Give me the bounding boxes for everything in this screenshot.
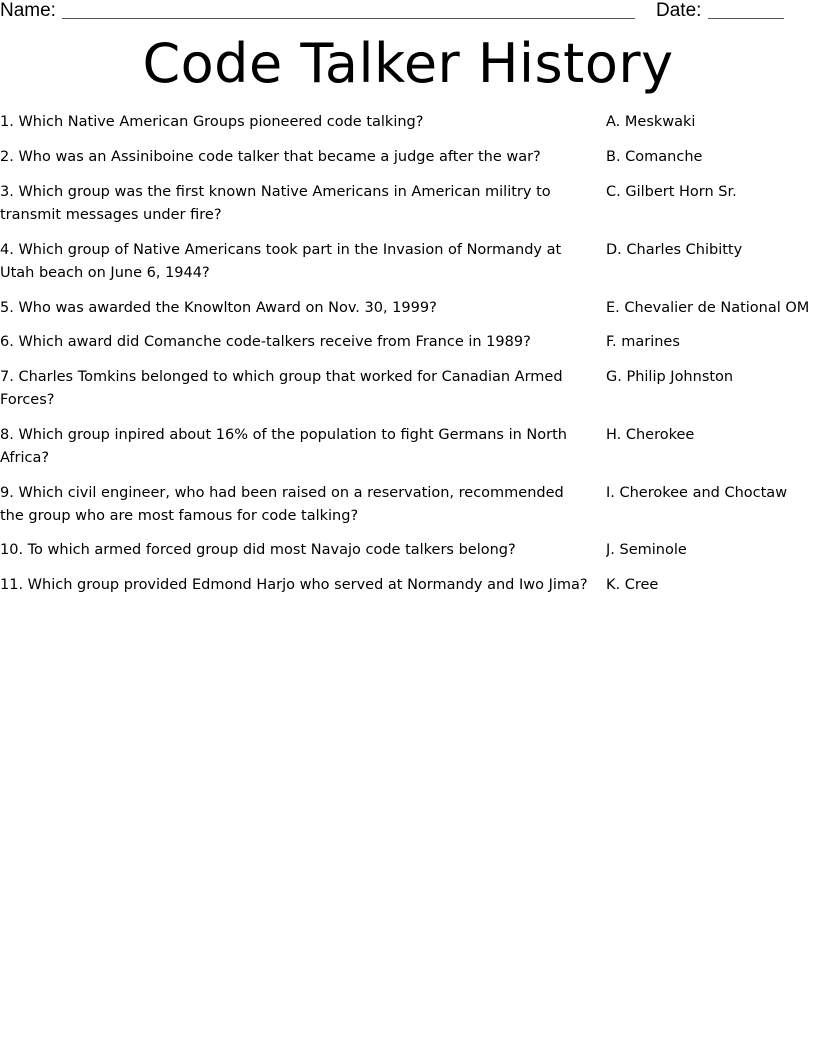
answer-h: H. Cherokee	[606, 427, 695, 443]
question-4: 4. Which group of Native Americans took part in the Invasion of Normandy at Utah beach on June 6, 1944?	[0, 242, 562, 281]
question-9: 9. Which civil engineer, who had been raised on a reservation, recommended the group who are most famous for code talking?	[0, 485, 564, 524]
question-10: 10. To which armed forced group did most Navajo code talkers belong?	[0, 542, 516, 558]
answer-a: A. Meskwaki	[606, 114, 696, 130]
answer-g: G. Philip Johnston	[606, 369, 734, 385]
question-2: 2. Who was an Assiniboine code talker that became a judge after the war?	[0, 149, 541, 165]
date-label: Date:	[656, 0, 702, 21]
question-6: 6. Which award did Comanche code-talkers receive from France in 1989?	[0, 334, 531, 350]
answer-f: F. marines	[606, 334, 680, 350]
answer-e: E. Chevalier de National OM	[606, 300, 810, 316]
question-3: 3. Which group was the first known Native Americans in American militry to transmit messages under fire?	[0, 184, 551, 223]
question-11: 11. Which group provided Edmond Harjo who served at Normandy and Iwo Jima?	[0, 577, 588, 593]
answer-b: B. Comanche	[606, 149, 703, 165]
answer-i: I. Cherokee and Choctaw	[606, 485, 788, 501]
name-blank-line	[62, 18, 635, 19]
page-title: Code Talker History	[142, 32, 674, 95]
answer-c: C. Gilbert Horn Sr.	[606, 184, 737, 200]
question-5: 5. Who was awarded the Knowlton Award on Nov. 30, 1999?	[0, 300, 437, 316]
answer-d: D. Charles Chibitty	[606, 242, 743, 258]
answer-k: K. Cree	[606, 577, 659, 593]
question-7: 7. Charles Tomkins belonged to which group that worked for Canadian Armed Forces?	[0, 369, 563, 408]
question-8: 8. Which group inpired about 16% of the population to fight Germans in North Africa?	[0, 427, 567, 466]
answer-j: J. Seminole	[606, 542, 687, 558]
date-blank-line	[708, 18, 784, 19]
header	[0, 0, 816, 24]
name-label: Name:	[0, 0, 56, 21]
question-1: 1. Which Native American Groups pioneered code talking?	[0, 114, 424, 130]
